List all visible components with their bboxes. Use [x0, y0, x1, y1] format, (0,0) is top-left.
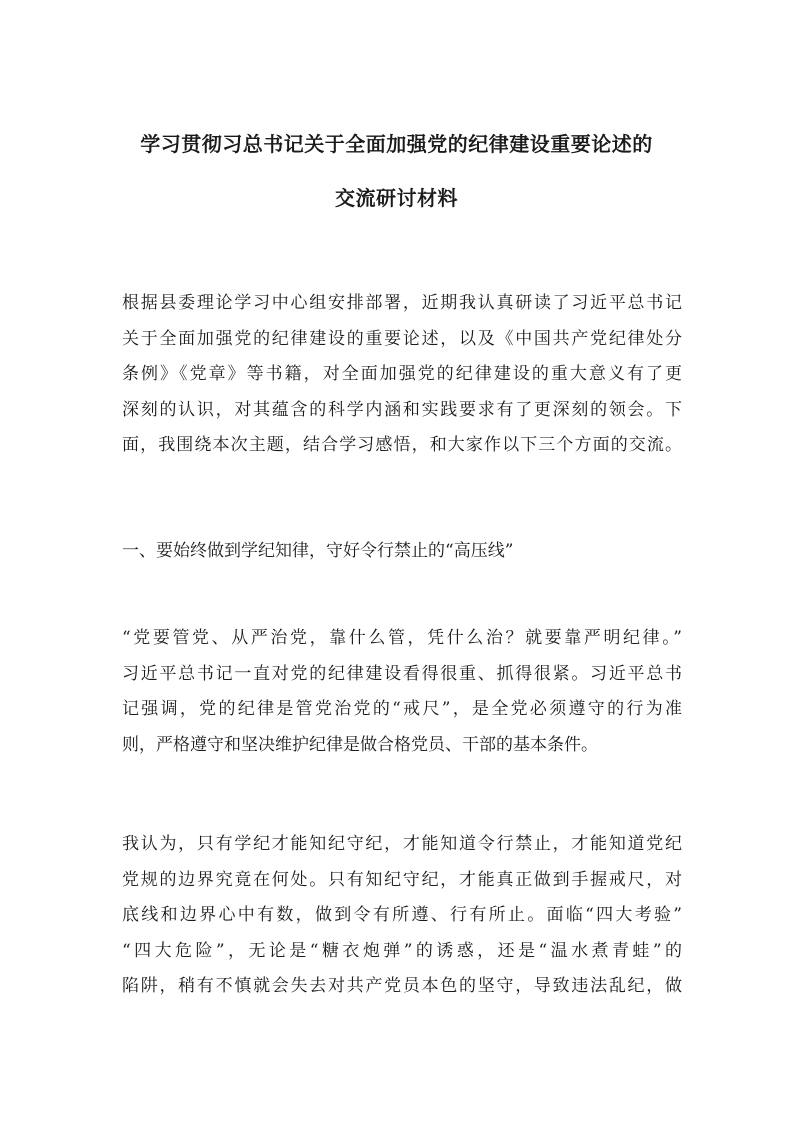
- paragraph-line: 底线和边界心中有数，做到令有所遵、行有所止。面临“四大考验”: [122, 905, 682, 925]
- paragraph-line: 深刻的认识，对其蕴含的科学内涵和实践要求有了更深刻的领会。下: [122, 399, 682, 420]
- paragraph-line: 根据县委理论学习中心组安排部署，近期我认真研读了习近平总书记: [122, 293, 682, 313]
- document-title-line-1: 学习贯彻习总书记关于全面加强党的纪律建设重要论述的: [140, 132, 653, 156]
- section-1-heading: 一、要始终做到学纪知律，守好令行禁止的“高压线”: [122, 541, 514, 561]
- paragraph-line: 记强调，党的纪律是管党治党的“戒尺”，是全党必须遵守的行为准: [122, 699, 682, 719]
- paragraph-line: 习近平总书记一直对党的纪律建设看得很重、抓得很紧。习近平总书: [122, 663, 682, 684]
- paragraph-line: 则，严格遵守和坚决维护纪律是做合格党员、干部的基本条件。: [122, 734, 598, 755]
- paragraph-line: 面，我围绕本次主题，结合学习感悟，和大家作以下三个方面的交流。: [122, 435, 682, 455]
- paragraph-line: “四大危险”，无论是“糖衣炮弹”的诱惑，还是“温水煮青蛙”的: [122, 940, 682, 961]
- document-title-line-2: 交流研讨材料: [335, 186, 458, 210]
- section-1-paragraph-2: [122, 827, 682, 1005]
- paragraph-line: “党要管党、从严治党，靠什么管，凭什么治？就要靠严明纪律。”: [122, 628, 682, 648]
- paragraph-line: 条例》《党章》等书籍，对全面加强党的纪律建设的重大意义有了更: [122, 364, 682, 384]
- paragraph-line: 陷阱，稍有不慎就会失去对共产党员本色的坚守，导致违法乱纪，做: [122, 976, 682, 996]
- paragraph-line: 党规的边界究竟在何处。只有知纪守纪，才能真正做到手握戒尺，对: [122, 869, 682, 890]
- section-1-paragraph-1: [122, 621, 682, 763]
- paragraph-line: 关于全面加强党的纪律建设的重要论述，以及《中国共产党纪律处分: [122, 328, 682, 349]
- paragraph-line: 我认为，只有学纪才能知纪守纪，才能知道令行禁止，才能知道党纪: [122, 834, 682, 854]
- intro-paragraph: [122, 286, 682, 464]
